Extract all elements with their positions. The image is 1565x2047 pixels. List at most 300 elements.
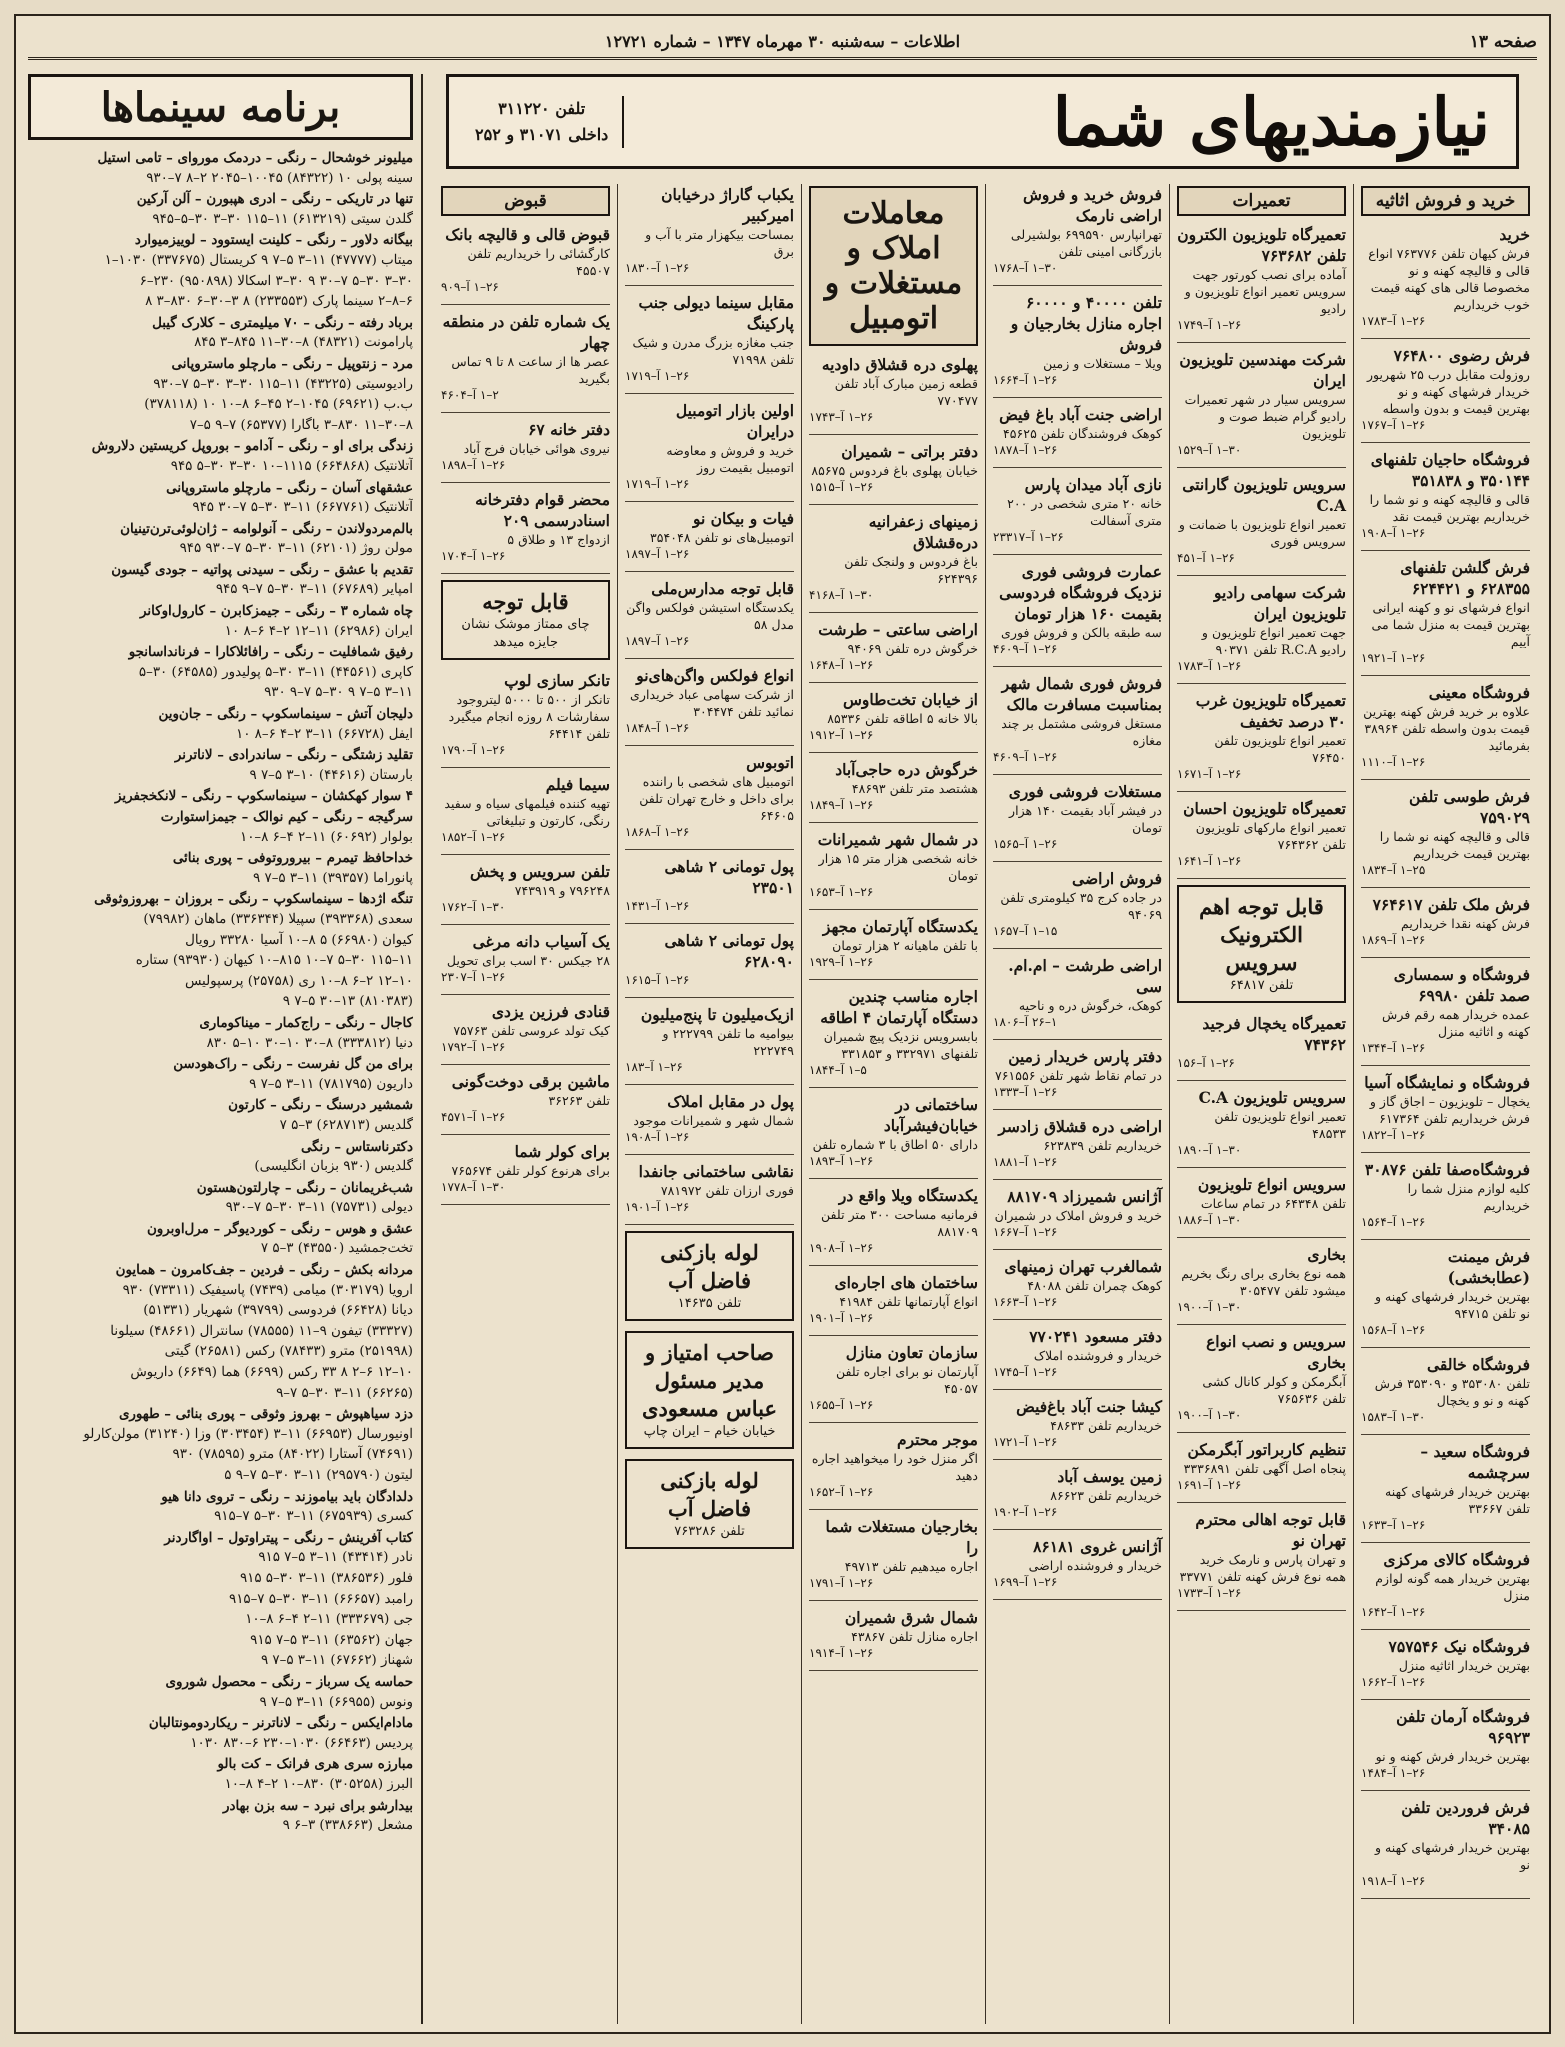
ad-text: تعمیر انواع تلویزیون با ضمانت و سرویس فوری (1178, 517, 1346, 549)
newspaper-page (14, 14, 1551, 2034)
ad-title: ساختمانی در خیابان‌فیشرآباد (883, 1095, 978, 1135)
ad-title: پول تومانی ۲ شاهی ۲۳۵۰۱ (664, 857, 794, 897)
ad-code: ۲۶–۱ آ–۱۹۱۸ (1361, 1874, 1426, 1888)
film-title-line: خداحافظ تیمرم – بیروروتوفی – پوری بنائی (172, 850, 413, 867)
cinema-title: برنامه سینماها (28, 74, 413, 140)
classified-ad (441, 931, 610, 985)
ad-code: ۲۶–۱ آ–۱۹۱۴ (809, 1646, 874, 1660)
ad-title: دفتر براتی – شمیران (841, 442, 978, 461)
ad-divider (993, 774, 1162, 775)
ad-code: ۲۶–۱ آ–۱۶۹۱ (1177, 1478, 1242, 1492)
ad-title: اولین بازار اتومبیل درایران (675, 401, 794, 441)
classified-ad (441, 489, 610, 564)
classified-ad (993, 561, 1162, 657)
cinema-listings (28, 148, 413, 1837)
classified-ad (809, 441, 978, 495)
ad-title: نقاشی ساختمانی جانفدا (638, 1162, 794, 1181)
ad-divider (1361, 1790, 1530, 1791)
ad-code: ۲۶–۱ آ–۱۷۴۵ (993, 1365, 1058, 1379)
classified-column (985, 184, 1169, 2024)
ad-divider (809, 504, 978, 505)
ad-code: ۲۶–۱ آ–۱۵۶۸ (1361, 1323, 1426, 1337)
film-showtimes-line: آتلانتیک (۶۶۷۷۶۱) ۱۱–۳ ۳۰–۵ ۷–۳۰ ۹۴۵ (192, 500, 413, 516)
issue-line: اطلاعات – سه‌شنبه ۳۰ مهرماه ۱۳۴۷ – شماره ۱۲۷۲۱ (604, 32, 961, 51)
ad-text: عصر ها از ساعت ۸ تا ۹ تماس بگیرید (451, 354, 610, 386)
classified-ad (441, 774, 610, 845)
ad-divider (993, 1319, 1162, 1320)
notice-title: قابل توجه (482, 589, 569, 614)
ad-divider (441, 767, 610, 768)
classified-ad (809, 511, 978, 603)
ad-text: خیابان پهلوی باغ فردوس ۸۵۶۷۵ (811, 463, 978, 478)
ad-title: فروش اراضی (1072, 869, 1162, 888)
film-title-line: دلیجان آتش – سینماسکوپ – رنگی – جان‌وین (158, 706, 413, 723)
ad-divider (993, 554, 1162, 555)
ad-text: علاوه بر خرید فرش کهنه بهترین قیمت بدون واسطه تلفن ۳۸۹۶۴ بفرمائید (1363, 704, 1530, 753)
film-title-line: بالم‌مردولاندن – رنگی – آنولوامه – ژان‌لوئی‌ترن‌تینیان (120, 520, 413, 537)
film-showtimes-line: (۲۵۱۹۹۸) مترو (۷۸۴۳۳) رکس (۲۶۵۸۱) گیتی (164, 1344, 413, 1360)
ad-title: عمارت فروشی فوری نزدیک فروشگاه فردوسی بقیمت ۱۶۰ هزار تومان (999, 562, 1162, 623)
ad-divider (625, 997, 794, 998)
film-showtimes-line: جهان (۶۳۵۶۲) ۱۱–۳ ۵–۷ ۹۱۵ (250, 1632, 413, 1648)
ad-divider (993, 1599, 1162, 1600)
ad-divider (625, 1224, 794, 1225)
ad-title: اراضی جنت آباد باغ فیض (999, 405, 1162, 424)
ad-code: ۲۶–۱ آ–۱۶۵۳ (809, 885, 874, 899)
film-showtimes-line: ۱۱–۱۱۵ ۳۰–۵ ۷–۱۰ ۸۱۵–۱۰ کیهان (۹۳۹۳۰) ستاره (135, 953, 413, 969)
ad-divider (809, 909, 978, 910)
ad-code: ۲۶–۱ آ–۱۸۶۸ (625, 825, 690, 839)
film-showtimes-line: بارستان (۴۴۶۱۶) ۱۰–۳ ۵–۷ ۹ (249, 767, 413, 783)
ad-text: کارگشائی را خریداریم تلفن ۴۵۵۰۷ (467, 246, 610, 278)
ad-divider (1177, 1237, 1346, 1238)
ad-title: یکدستگاه ویلا واقع در (838, 1186, 978, 1205)
ad-text: اجاره میدهیم تلفن ۴۹۷۱۳ (844, 1559, 978, 1574)
ad-code: ۲۶–۱ آ–۱۶۶۷ (993, 1225, 1058, 1239)
classified-ad (809, 1272, 978, 1326)
film-showtimes-line: (۶۶۲۶۵) ۱۱–۳ ۳۰–۵ ۷–۹ (276, 1385, 413, 1401)
ad-code: ۲۶–۱ آ–۱۸۹۷ (625, 547, 690, 561)
classified-ad (1361, 1706, 1530, 1781)
ad-text: روزولت مقابل درب ۲۵ شهریور خریدار فرشهای کهنه و نو بهترین قیمت و بدون واسطه (1366, 367, 1530, 416)
ad-code: ۲۶–۱ آ–۱۶۳۳ (1361, 1518, 1426, 1532)
ad-title: شمالغرب تهران زمینهای (1004, 1257, 1162, 1276)
classified-ad (809, 354, 978, 425)
ad-divider (1177, 1324, 1346, 1325)
ad-divider (993, 948, 1162, 949)
classified-ad (809, 1516, 978, 1591)
ad-text: بهترین خریدار اثاثیه منزل (1398, 1658, 1530, 1673)
banner-title: نیازمندیهای شما (1052, 82, 1490, 161)
ad-text: تانکر از ۵۰۰ تا ۵۰۰۰ لیتروجود سفارشات ۸ روزه انجام میگیرد تلفن ۶۴۴۱۴ (448, 692, 610, 741)
ad-code: ۳۰–۱ آ–۴۱۶۸ (809, 588, 874, 602)
ad-code: ۳۰–۱ آ–۱۸۸۶ (1177, 1213, 1242, 1227)
ad-title: فروشگاه سعید – سرچشمه (1420, 1442, 1530, 1482)
ad-text: ازدواج ۱۳ و طلاق ۵ (507, 532, 610, 547)
film-showtimes-line: کاپری (۴۴۵۶۱) ۱۱–۳ ۳۰–۵ پولیدور (۶۴۵۸۵) ۳۰–۵ (138, 664, 413, 680)
ad-title: سرویس تلویزیون C.A (1198, 1088, 1346, 1107)
classified-ad (1361, 1246, 1530, 1338)
ad-code: ۲۶–۱ آ–۱۸۳ (625, 1060, 683, 1074)
ad-title: محضر قوام دفترخانه اسنادرسمی ۲۰۹ (475, 490, 610, 530)
ad-code: ۲۶–۱ آ–۱۹۱۲ (809, 728, 874, 742)
classified-ad (1177, 1439, 1346, 1493)
ad-text: بمساحت بیکهزار متر با آب و برق (645, 227, 794, 259)
ad-title: فرش طوسی تلفن ۷۵۹۰۲۹ (1408, 787, 1530, 827)
classified-ad (1361, 1549, 1530, 1620)
ad-text: اگر منزل خود را میخواهید اجاره دهید (811, 1451, 978, 1483)
ad-text: بیوامیه ما تلفن ۲۲۲۷۹۹ و ۲۲۲۷۴۹ (662, 1026, 794, 1058)
classified-ad (1177, 1331, 1346, 1423)
ad-divider (1361, 338, 1530, 339)
ad-title: فروشگاه‌صفا تلفن ۳۰۸۷۶ (1364, 1160, 1530, 1179)
film-showtimes-line: پانوراما (۳۹۳۵۷) ۱۱–۳ ۵–۷ ۹ (253, 870, 413, 886)
film-showtimes-line: شهناز (۶۷۶۶۲) ۱۱–۳ ۵–۷ ۹ (260, 1653, 413, 1669)
ad-divider (1361, 1239, 1530, 1240)
ad-divider (809, 612, 978, 613)
film-showtimes-line: ونوس (۶۶۹۵۵) ۱۱–۳ ۵–۷ ۹ (259, 1694, 413, 1710)
ad-divider (1361, 1065, 1530, 1066)
film-showtimes-line: ۱۰–۱۲ ۶–۲ ۸ ۳۳ رکس (۶۶۹۹) هما (۶۶۴۹) داریوش (130, 1365, 413, 1381)
ad-code: ۲۶–۱ آ–۱۷۶۷ (1361, 418, 1426, 432)
classified-ad (1177, 1244, 1346, 1315)
ad-text: تعمیر انواع مارکهای تلویزیون تلفن ۷۶۴۳۶۲ (1195, 820, 1346, 852)
ad-text: یکدستگاه استیشن فولکس واگن مدل ۵۸ (626, 600, 794, 632)
classified-ad (625, 930, 794, 988)
ad-text: قالی و قالیچه کهنه نو شما را بهترین قیمت خریداریم (1379, 829, 1530, 861)
ad-text: یخچال – تلویزیون – اجاق گاز و فرش خریداریم تلفن ۶۱۷۳۶۴ (1369, 1094, 1530, 1126)
classified-ad (993, 184, 1162, 276)
classified-ad (1361, 224, 1530, 329)
ad-divider (1177, 683, 1346, 684)
classified-ad (1361, 557, 1530, 666)
film-title-line: برای من گل نفرست – رنگی – راک‌هودسن (173, 1056, 413, 1073)
classified-ad (1177, 474, 1346, 566)
ad-text: نیروی هوائی خیابان فرج آباد (463, 441, 610, 456)
ad-divider (441, 1204, 610, 1205)
ad-text: خانه ۲۰ متری شخصی در ۲۰۰ متری آسفالت (1007, 496, 1162, 528)
ad-title: سرویس انواع تلویزیون (1197, 1175, 1346, 1194)
film-title-line: چاه شماره ۳ – رنگی – جیمزکابرن – کارول‌اوکانر (140, 603, 413, 620)
ad-title: تلفن ۴۰۰۰۰ و ۶۰۰۰۰ اجاره منازل بخارجیان و فروش (1010, 293, 1162, 354)
ad-code: ۲۶–۱ آ–۴۵۷۱ (441, 1110, 506, 1124)
ad-divider (625, 571, 794, 572)
classified-ad (441, 419, 610, 473)
ad-title: اراضی طرشت – ام.ام. سی (1008, 956, 1162, 996)
classified-ad (625, 1004, 794, 1075)
film-title-line: میلیونر خوشحال – رنگی – دردمک موروای – تامی استیل (97, 150, 413, 166)
ad-code: ۲۶–۱ آ–۱۷۹۱ (809, 1576, 874, 1590)
film-showtimes-line: البرز (۳۰۵۲۵۸) ۸۳۰–۱۰ ۲–۴ ۸–۱۰ (224, 1776, 413, 1792)
ad-title: فروشگاه خالقی (1426, 1355, 1530, 1374)
film-showtimes-line: داریون (۷۸۱۷۹۵) ۱۱–۳ ۵–۷ ۹ (249, 1076, 413, 1092)
classified-ad (441, 224, 610, 295)
ad-title: فرش گلشن تلفنهای ۶۲۸۳۵۵ و ۶۲۴۴۲۱ (1400, 558, 1530, 598)
section-heading: تعمیرات (1177, 186, 1346, 216)
ad-title: تعمیرگاه تلویزیون غرب ۳۰ درصد تخفیف (1195, 691, 1346, 731)
box-text: تلفن ۷۶۳۲۸۶ (674, 1524, 745, 1539)
ad-text: دارای ۵۰ اطاق با ۳ شماره تلفن (812, 1137, 978, 1152)
ad-code: ۲۶–۱ آ–۱۹۰۱ (809, 1311, 874, 1325)
film-showtimes-line: مولن روژ (۶۲۱۰۱) ۱۱–۳ ۳۰–۵ ۷–۹۳۰ ۹۴۵ (179, 541, 413, 557)
ad-title: اراضی دره قشلاق زادسر (998, 1117, 1162, 1136)
ad-title: سرویس تلویزیون گارانتی C.A (1182, 475, 1346, 515)
ad-code: ۲۶–۱ آ–۱۶۷۱ (1177, 767, 1242, 781)
ad-text: انواع آپارتمانها تلفن ۴۱۹۸۴ (839, 1294, 978, 1309)
film-title-line: بیدارشو برای نبرد – سه بزن بهادر (223, 1797, 413, 1814)
classified-ad (625, 292, 794, 384)
classified-column (1169, 184, 1353, 2024)
ad-title: اجاره مناسب چندین دستگاه آپارتمان ۴ اطاقه (820, 987, 978, 1027)
ad-divider (441, 854, 610, 855)
film-showtimes-line: تخت‌جمشید (۴۳۵۵۰) ۳–۵ ۷ (260, 1241, 413, 1257)
ad-divider (625, 1154, 794, 1155)
classified-ad (1361, 1441, 1530, 1533)
ad-code: ۲۶–۱ آ–۱۶۶۲ (1361, 1675, 1426, 1689)
ad-text: باغ فردوس و ولنجک تلفن ۶۲۴۳۹۶ (844, 554, 978, 586)
classified-ad (625, 665, 794, 736)
ad-text: هشتصد متر تلفن ۴۸۶۹۳ (851, 781, 978, 796)
ad-code: ۳۰–۱ آ–۱۹۰۰ (1177, 1408, 1242, 1422)
ad-text: بهترین خریدار فرشهای کهنه و نو (1374, 1840, 1530, 1872)
ad-divider (625, 658, 794, 659)
ad-title: از خیابان تخت‌طاوس (843, 690, 978, 709)
ad-divider (993, 397, 1162, 398)
classified-ad (809, 916, 978, 970)
ad-code: ۲۶–۱ آ–۱۷۴۹ (1177, 318, 1242, 332)
ad-code: ۲۶–۱ آ–۱۹۰۸ (1361, 526, 1426, 540)
ad-title: دفتر پارس خریدار زمین (1008, 1047, 1162, 1066)
ad-text: بهترین خریدار فرشهای کهنه و نو تلفن ۹۴۷۱۵ (1374, 1289, 1530, 1321)
classified-ad (1361, 682, 1530, 770)
ad-code: ۲۶–۱ آ–۱۹۰۱ (625, 1200, 690, 1214)
ad-code: ۳۰–۱ آ–۱۸۹۰ (1177, 1143, 1242, 1157)
banner-ext: داخلی ۳۱۰۷۱ و ۲۵۲ (475, 124, 609, 144)
ad-code: ۲۶–۱ آ–۱۷۱۹ (625, 477, 690, 491)
ad-text: قطعه زمین مبارک آباد تلفن ۷۷۰۴۷۷ (834, 376, 978, 408)
film-showtimes-line: سینه پولی ۱۰ (۸۴۳۲۲) ۱۰۰۴۵–۲۰۴۵ ۲–۸ ۷–۹۳۰ (146, 170, 413, 186)
classified-ad (809, 1607, 978, 1661)
ad-title: یکباب گاراژ درخیابان امیرکبیر (661, 185, 794, 225)
ad-divider (1361, 887, 1530, 888)
film-showtimes-line: (۸۱۰۳۸۳) ۱۳–۳۰ ۵–۷ ۹ (282, 994, 413, 1010)
film-title-line: بیگانه دلاور – رنگی – کلینت ایستوود – لوییزمیوارد (134, 232, 413, 249)
film-showtimes-line: ۱۰–۱۲ ۲–۶ ۸–۱۰ ری (۲۵۷۵۸) پرسپولیس (184, 973, 413, 989)
ad-title: یک آسیاب دانه مرغی (472, 932, 610, 951)
film-title-line: زندگی برای او – رنگی – آدامو – بوروپل کریستین دلاروش (91, 438, 413, 455)
ad-title: اراضی ساعتی – طرشت (818, 620, 978, 639)
ad-divider (809, 979, 978, 980)
ad-text: در جاده کرج ۳۵ کیلومتری تلفن ۹۴۰۶۹ (1000, 890, 1162, 922)
ad-divider (625, 923, 794, 924)
box-text: خیابان خیام – ایران چاپ (643, 1424, 776, 1439)
classified-ad (993, 955, 1162, 1030)
ad-title: قابل توجه مدارس‌ملی (651, 579, 794, 598)
ad-text: و تهران پارس و نارمک خرید همه نوع فرش کهنه تلفن ۳۳۷۷۱ (1179, 1552, 1346, 1584)
ad-title: انواع فولکس واگن‌های‌نو (636, 666, 794, 685)
ad-divider (1361, 675, 1530, 676)
film-showtimes-line: کیوان (۶۶۹۸۰) ۵ ۸–۱۰ آسیا ۳۳۲۸۰ رویال (185, 932, 413, 948)
classified-ad (1177, 1087, 1346, 1158)
classified-ad (993, 781, 1162, 852)
ad-title: ساختمان های اجاره‌ای (834, 1273, 978, 1292)
ad-code: ۲۶–۱ آ–۱۸۶۹ (1361, 933, 1426, 947)
ad-title: بخاری (1307, 1245, 1346, 1264)
classified-column (1353, 184, 1537, 2024)
ad-divider (1177, 1080, 1346, 1081)
film-showtimes-line: ۱۱–۳ ۵–۷ ۹ ۳۰–۵ ۷–۹ ۹۳۰ (264, 685, 413, 701)
film-title-line: تنگه اژدها – سینماسکوپ – رنگی – بروزان – بهروزوثوقی (94, 891, 413, 908)
classified-ad (1177, 1013, 1346, 1071)
ad-code: ۲۶–۱ آ–۱۵۶۵ (993, 837, 1058, 851)
ad-code: ۲۶–۱ آ–۹۰۹ (441, 280, 499, 294)
ad-text: خریداریم تلفن ۸۶۶۲۳ (1050, 1488, 1162, 1503)
ad-code: ۲۶–۱ آ–۱۵۶۴ (1361, 1215, 1426, 1229)
ad-title: فرش رضوی ۷۶۴۸۰۰ (1393, 346, 1530, 365)
classified-ad (1177, 1174, 1346, 1228)
ad-divider (993, 1179, 1162, 1180)
ad-code: ۲۶–۱ آ–۱۸۹۷ (625, 634, 690, 648)
ad-divider (441, 304, 610, 305)
ad-code: ۳۰–۱ آ–۱۹۰۰ (1177, 1300, 1242, 1314)
ad-text: خرید و فروش و معاوضه اتومبیل بقیمت روز (666, 443, 794, 475)
classifieds-banner (446, 74, 1519, 169)
ad-code: ۲۶–۱ آ–۱۸۸۱ (993, 1155, 1058, 1169)
film-showtimes-line: گلدیس (۶۲۸۷۱۳) ۳–۵ ۷ (279, 1117, 413, 1133)
ad-code: ۲۶–۱ آ–۱۵۶ (1177, 1056, 1235, 1070)
film-showtimes-line: نادر (۴۳۴۱۴) ۱۱–۳ ۵–۷ ۹۱۵ (258, 1550, 413, 1566)
ad-text: در تمام نقاط شهر تلفن ۷۶۱۵۵۶ (994, 1068, 1162, 1083)
film-title-line: دکترناستاس – رنگی (300, 1138, 413, 1155)
ad-text: کلیه لوازم منزل شما را خریداریم (1407, 1181, 1530, 1213)
classified-ad (441, 1001, 610, 1055)
classified-ad (809, 689, 978, 743)
ad-code: ۲–۱ آ–۴۶۰۴ (441, 388, 499, 402)
ad-text: تلفن ۶۴۳۴۸ در تمام ساعات (1200, 1196, 1346, 1211)
film-showtimes-line: مشعل (۳۳۸۶۶۳) ۳–۶ ۹ (282, 1818, 413, 1834)
ad-title: برای کولر شما (514, 1142, 610, 1161)
film-showtimes-line: دیولی (۷۵۷۳۱) ۱۱–۳ ۳۰–۵ ۷–۹۳۰ (225, 1200, 413, 1216)
ad-title: در شمال شهر شمیرانات (817, 830, 978, 849)
ad-text: اجاره منازل تلفن ۴۳۸۶۷ (851, 1629, 978, 1644)
film-showtimes-line: ۸–۳۰–۱۱ ۸۳۰–۳ باگارا (۶۵۳۷۷) ۷–۹ ۵–۷ (189, 417, 413, 433)
film-showtimes-line: دنیا (۳۳۳۸۱۲) ۸–۳۰ ۱۰–۳۰ ۱۰–۵ ۸۳۰ (206, 1035, 413, 1051)
ad-code: ۳۰–۱ آ–۱۷۶۲ (441, 900, 506, 914)
ad-divider (809, 434, 978, 435)
ad-divider (441, 412, 610, 413)
film-showtimes-line: ایران (۶۲۹۸۶) ۱۱–۱۲ ۲–۴ ۶–۸ ۱۰ (224, 623, 413, 639)
classified-columns (434, 184, 1537, 2024)
film-title-line: دزد سیاهپوش – بهروز وثوقی – پوری بنائی – طهوری (118, 1406, 413, 1423)
ad-divider (441, 573, 610, 574)
ad-code: ۲۶–۱ آ–۲۳۳۱۷ (993, 530, 1064, 544)
ad-divider (1177, 878, 1346, 879)
ad-divider (441, 924, 610, 925)
film-showtimes-line: کسری (۶۷۵۹۳۹) ۱۱–۳ ۳۰–۵ ۷–۹۱۵ (214, 1509, 413, 1525)
classified-ad (625, 752, 794, 840)
ad-divider (993, 285, 1162, 286)
ad-divider (1361, 1347, 1530, 1348)
ad-divider (1177, 1502, 1346, 1503)
film-title-line: عشقهای آسان – رنگی – مارچلو ماستروپانی (166, 479, 413, 496)
ad-divider (1177, 791, 1346, 792)
ad-title: فروشگاه معینی (1428, 683, 1530, 702)
ad-title: آژانس شمیرزاد ۸۸۱۷۰۹ (1007, 1187, 1162, 1206)
ad-title: تنظیم کاربراتور آبگرمکن (1187, 1440, 1346, 1459)
ad-divider (993, 1039, 1162, 1040)
ad-divider (625, 849, 794, 850)
ad-divider (441, 1134, 610, 1135)
ad-divider (809, 752, 978, 753)
ad-text: آبگرمکن و کولر کانال کشی تلفن ۷۶۵۶۳۶ (1202, 1374, 1346, 1406)
ad-code: ۲۶–۱ آ–۱۶۴۸ (809, 658, 874, 672)
classified-ad (1361, 1159, 1530, 1230)
ad-text: خریداریم تلفن ۶۲۳۸۳۹ (1043, 1138, 1162, 1153)
ad-text: قالی و قالیچه کهنه و نو شما را خریداریم بهترین قیمت نقد (1369, 492, 1530, 524)
classified-ad (993, 474, 1162, 545)
classified-ad (441, 670, 610, 758)
ad-code: ۲۶–۱ آ–۱۹۰۸ (809, 1241, 874, 1255)
ad-code: ۲۶–۱ آ–۱۶۵۲ (809, 1485, 874, 1499)
classified-ad (1361, 449, 1530, 541)
ad-code: ۲۶–۱ آ–۱۸۹۳ (809, 1154, 874, 1168)
ad-title: سیما فیلم (545, 775, 610, 794)
film-showtimes-line: پردیس (۶۶۴۶۳) ۱۰۳۰–۲۳۰ ۶–۸۳۰ ۱۰۳۰ (190, 1735, 413, 1751)
ad-divider (1361, 442, 1530, 443)
classified-ad (1177, 690, 1346, 782)
ad-code: ۲۶–۱ آ–۱۸۵۲ (441, 830, 506, 844)
ad-text: بهترین خریدار فرش کهنه و نو (1375, 1749, 1530, 1764)
film-title-line: تنها در تاریکی – رنگی – ادری هپبورن – آلن آرکین (136, 191, 413, 208)
ad-text: فوری ارزان تلفن ۷۸۱۹۷۲ (660, 1183, 794, 1198)
ad-title: فروشگاه و نمایشگاه آسیا (1364, 1073, 1530, 1092)
page-header-bar (28, 26, 1537, 60)
ad-text: خریدار و فروشنده املاک (1033, 1348, 1162, 1363)
ad-text: خریدار و فروشنده اراضی (1028, 1558, 1162, 1573)
classified-ad (1361, 345, 1530, 433)
film-showtimes-line: آتلانتیک (۶۶۴۸۶۸) ۱۱۱۵–۱۰ ۳۰–۳ ۳۰–۵ ۹۴۵ (170, 458, 413, 474)
banner-phone: تلفن ۳۱۱۲۲۰ (498, 98, 586, 118)
ad-divider (993, 467, 1162, 468)
ad-title: خرید (1499, 225, 1530, 244)
ad-code: ۲۶–۱ آ–۱۶۴۱ (1177, 854, 1242, 868)
ad-title: تعمیرگاه تلویزیون الکترون تلفن ۷۶۳۶۸۲ (1177, 225, 1346, 265)
ad-divider (809, 1265, 978, 1266)
ad-divider (809, 1600, 978, 1601)
classified-ad (809, 759, 978, 813)
ad-title: پول در مقابل املاک (667, 1092, 794, 1111)
ad-code: ۲۶–۱ آ–۱۷۳۳ (1177, 1586, 1242, 1600)
film-title-line: مبارزه سری هری فرانک – کت بالو (217, 1756, 413, 1773)
film-title-line: برباد رفته – رنگی – ۷۰ میلیمتری – کلارک گیبل (152, 314, 413, 331)
film-showtimes-line: گلدیس (۹۳۰ بزبان انگلیسی) (254, 1159, 413, 1175)
section-heading: خرید و فروش اثاثیه (1361, 186, 1530, 216)
ad-code: ۲۶–۱ آ–۱۷۹۲ (441, 1040, 506, 1054)
ad-text: در فیشر آباد بقیمت ۱۴۰ هزار تومان (1009, 803, 1162, 835)
ad-divider (809, 1509, 978, 1510)
ad-text: انواع فرشهای نو و کهنه ایرانی بهترین قیمت به منزل شما می آییم (1371, 600, 1530, 649)
ad-text: بهترین خریدار همه گونه لوازم منزل (1375, 1571, 1530, 1603)
ad-title: خرگوش دره حاجی‌آباد (835, 760, 978, 779)
box-title: لوله بازکنی فاضل آب (660, 1468, 759, 1521)
ad-text: تلفن ۳۵۳۰۸۰ و ۳۵۳۰۹۰ فرش کهنه و نو و یخچال (1374, 1376, 1530, 1408)
film-title-line: ۴ سوار کهکشان – سینماسکوپ – رنگی – لانکخجفریز (114, 788, 413, 805)
ad-divider (625, 285, 794, 286)
ad-code: ۲۶–۱ آ–۴۵۱ (1177, 551, 1235, 565)
box-title: لوله بازکنی فاضل آب (660, 1240, 759, 1293)
ad-code: ۲۶–۱ آ–۱۱۱۰ (1361, 755, 1426, 769)
ad-text: اتومبیل های شخصی با راننده برای داخل و خارج تهران تلفن ۶۴۶۰۵ (639, 774, 794, 823)
